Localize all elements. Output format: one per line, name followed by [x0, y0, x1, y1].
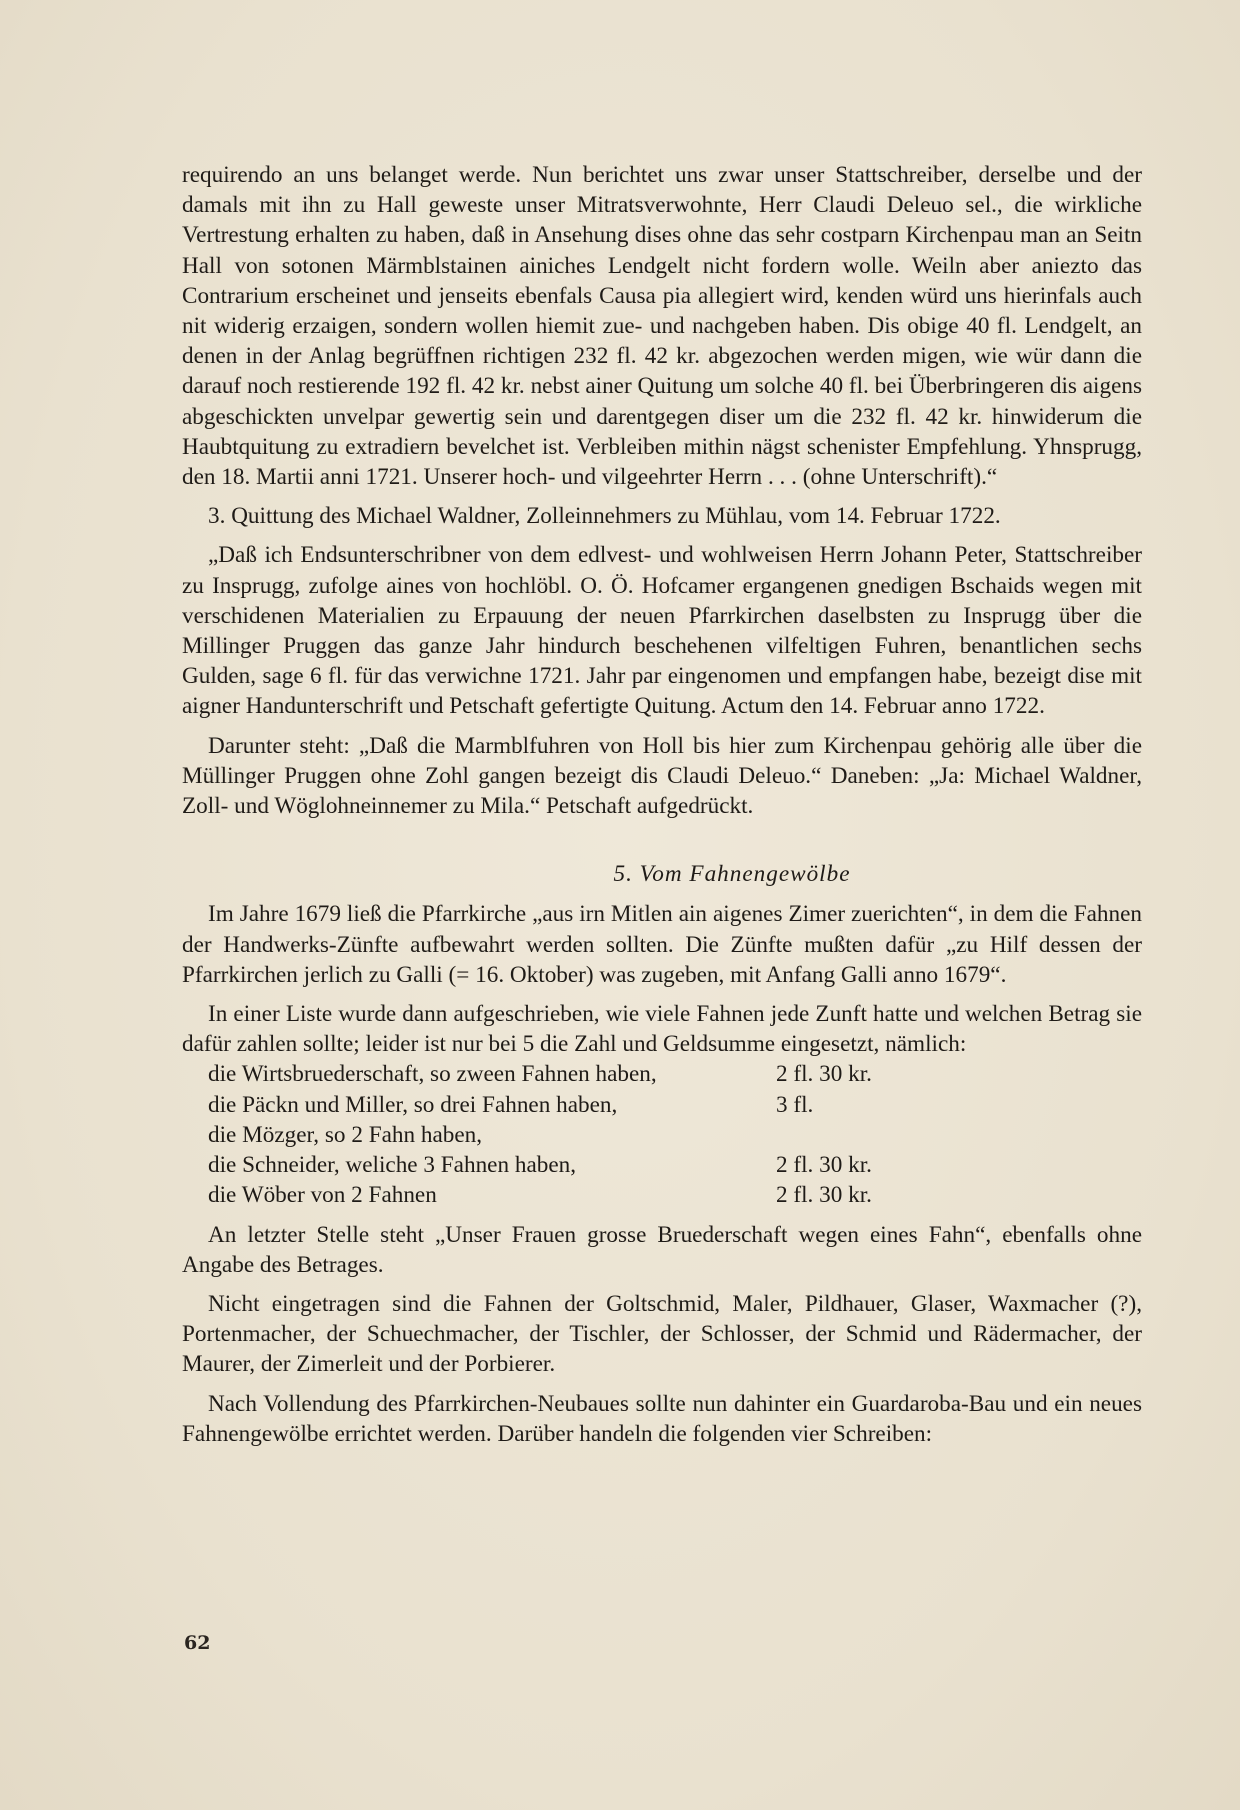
list-item [208, 1059, 1142, 1089]
list-item-desc: die Wirtsbruederschaft, so zween Fahnen haben, [208, 1061, 657, 1088]
list-item-amount: 2 fl. 30 kr. [776, 1152, 872, 1179]
list-item-amount [776, 1120, 916, 1150]
list-item-amount: 2 fl. 30 kr. [776, 1061, 872, 1088]
list-item [208, 1150, 1142, 1180]
page-content [182, 160, 1142, 1449]
paragraph-fahnen-intro: Im Jahre 1679 ließ die Pfarrkirche „aus irn Mitlen ain aigenes Zimer zuerichten“, in dem die Fahnen der Handwerks-Zünfte aufbewahrt werden sollten. Die Zünfte mußten dafür „zu Hilf dessen der Pfarrkirchen jerlich zu Galli (= 16. Oktober) was zugeben, mit Anfang Galli anno 1679“. [182, 901, 1142, 988]
list-item-desc: die Päckn und Miller, so drei Fahnen haben, [208, 1091, 618, 1118]
paragraph-quittung-text: „Daß ich Endsunterschribner von dem edlvest- und wohlweisen Herrn Johann Peter, Stattschreiber zu Insprugg, zufolge aines von hochlöbl. O. Ö. Hofcamer ergangenen gnedigen Bschaids wegen mit verschidenen Materialien zu Erpauung der neuen Pfarrkirchen daselbsten zu Insprugg über die Millinger Pruggen das ganze Jahr hindurch beschehenen vilfeltigen Fuhren, benantlichen sechs Gulden, sage 6 fl. für das verwichne 1721. Jahr par eingenomen und empfangen habe, bezeigt dise mit aigner Handunterschrift und Petschaft gefertigte Quitung. Actum den 14. Februar anno 1722. [182, 542, 1142, 720]
page-number: 62 [184, 1632, 211, 1654]
list-item [208, 1180, 1142, 1210]
list-item-desc: die Wöber von 2 Fahnen [208, 1182, 437, 1209]
paragraph-document-3-title: 3. Quittung des Michael Waldner, Zolleinnehmers zu Mühlau, vom 14. Februar 1722. [208, 503, 1001, 530]
paragraph-liste-intro: In einer Liste wurde dann aufgeschrieben, wie viele Fahnen jede Zunft hatte und welchen Betrag sie dafür zahlen sollte; leider ist nur bei 5 die Zahl und Geldsumme eingesetzt, nämlich: [182, 1001, 1142, 1058]
list-item-amount: 2 fl. 30 kr. [776, 1182, 872, 1209]
paragraph-darunter-steht: Darunter steht: „Daß die Marmblfuhren von Holl bis hier zum Kirchenpau gehörig alle über die Müllinger Pruggen ohne Zohl gangen bezeigt dis Claudi Deleuo.“ Daneben: „Ja: Michael Waldner, Zoll- und Wöglohneinnemer zu Mila.“ Petschaft aufgedrückt. [182, 732, 1142, 820]
zunft-fee-list [182, 1059, 1142, 1210]
list-item-amount: 3 fl. [776, 1091, 814, 1118]
list-item-desc: die Schneider, weliche 3 Fahnen haben, [208, 1152, 577, 1179]
paragraph-letter-continuation: requirendo an uns belanget werde. Nun berichtet uns zwar unser Stattschreiber, derselbe und der damals mit ihn zu Hall geweste unser Mitratsverwohnte, Herr Claudi Deleuo sel., die wirkliche Vertrestung erhalten zu haben, daß in Ansehung dises ohne das sehr costparn Kirchenpau man an Seitn Hall von sotonen Märmblstainen ainiches Lendgelt nicht fordern wolle. Weiln aber aniezto das Contrarium erscheinet und jenseits ebenfals Causa pia allegiert wird, kenden würd uns hierinfals auch nit widerig erzaigen, sondern wollen hiemit zue- und nachgeben haben. Dis obige 40 fl. Lendgelt, an denen in der Anlag begrüffnen richtigen 232 fl. 42 kr. abgezochen werden migen, wie wür dann die darauf noch restierende 192 fl. 42 kr. nebst ainer Quitung um solche 40 fl. bei Überbringeren dis aigens abgeschickten unvelpar gewertig sein und darentgegen diser um die 232 fl. 42 kr. hinwiderum die Haubtquitung zu extradiern bevelchet ist. Verbleiben mithin nägst schenister Empfehlung. Yhnsprugg, den 18. Martii anni 1721. Unserer hoch- und vilgeehrter Herrn . . . (ohne Unterschrift).“ [182, 162, 1142, 491]
paragraph-nach-vollendung: Nach Vollendung des Pfarrkirchen-Neubaues sollte nun dahinter ein Guardaroba-Bau und ein neues Fahnengewölbe errichtet werden. Darüber handeln die folgenden vier Schreiben: [182, 1390, 1142, 1447]
paragraph-letzter-stelle: An letzter Stelle steht „Unser Frauen grosse Bruederschaft wegen eines Fahn“, ebenfalls ohne Angabe des Betrages. [182, 1221, 1142, 1278]
paragraph-nicht-eingetragen: Nicht eingetragen sind die Fahnen der Goltschmid, Maler, Pildhauer, Glaser, Waxmacher (?), Portenmacher, der Schuechmacher, der Tischler, der Schlosser, der Schmid und Rädermacher, der Maurer, der Zimerleit und der Porbierer. [182, 1290, 1142, 1378]
section-heading: 5. Vom Fahnengewölbe [613, 861, 851, 888]
list-item [208, 1120, 1142, 1150]
list-item-desc: die Mözger, so 2 Fahn haben, [208, 1121, 483, 1148]
list-item [208, 1090, 1142, 1120]
